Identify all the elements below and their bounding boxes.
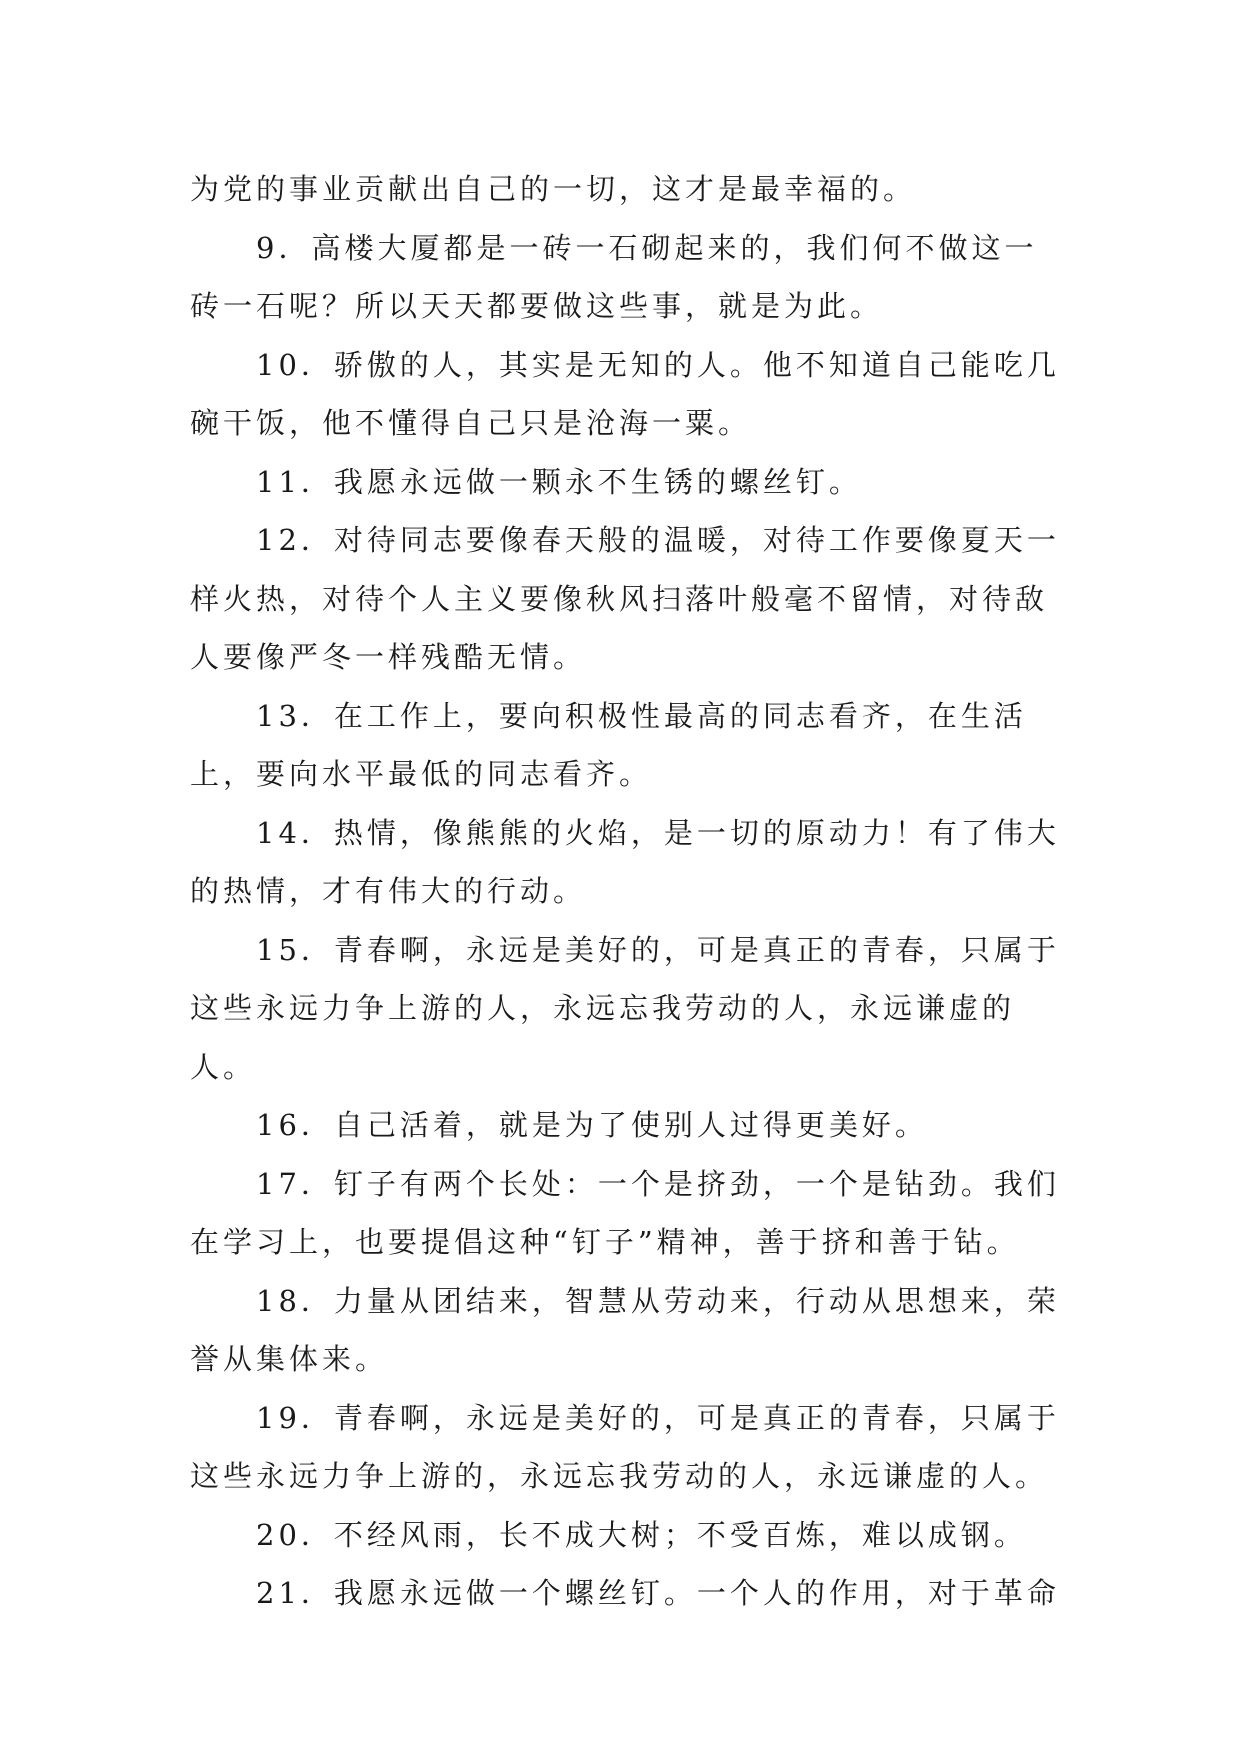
paragraph-item-16: 16．自己活着，就是为了使别人过得更美好。 [256,1108,928,1142]
paragraph-item-17: 17．钉子有两个长处：一个是挤劲，一个是钻劲。我们在学习上，也要提倡这种“钉子”精神，善于挤和善于钻。 [190,1166,1060,1259]
paragraph-item-10: 10．骄傲的人，其实是无知的人。他不知道自己能吃几碗干饭，他不懂得自己只是沧海一粟。 [190,347,1060,440]
paragraph-item-14: 14．热情，像熊熊的火焰，是一切的原动力！有了伟大的热情，才有伟大的行动。 [190,815,1060,908]
document-body [190,160,1070,1623]
paragraph-item-15: 15．青春啊，永远是美好的，可是真正的青春，只属于这些永远力争上游的人，永远忘我劳动的人，永远谦虚的人。 [190,932,1060,1084]
paragraph-item-20: 20．不经风雨，长不成大树；不受百炼，难以成钢。 [256,1517,1027,1552]
paragraph-item-13: 13．在工作上，要向积极性最高的同志看齐，在生活上，要向水平最低的同志看齐。 [190,698,1027,791]
paragraph-item-18: 18．力量从团结来，智慧从劳动来，行动从思想来，荣誉从集体来。 [190,1283,1060,1376]
paragraph-item-21: 21．我愿永远做一个螺丝钉。一个人的作用，对于革命 [256,1576,1060,1610]
paragraph-item-11: 11．我愿永远做一颗永不生锈的螺丝钉。 [256,464,862,499]
paragraph-item-9: 9．高楼大厦都是一砖一石砌起来的，我们何不做这一砖一石呢？所以天天都要做这些事，就是为此。 [190,230,1038,323]
paragraph-continuation: 为党的事业贡献出自己的一切，这才是最幸福的。 [190,172,917,206]
paragraph-item-12: 12．对待同志要像春天般的温暖，对待工作要像夏天一样火热，对待个人主义要像秋风扫落叶般毫不留情，对待敌人要像严冬一样残酷无情。 [190,523,1060,674]
paragraph-item-19: 19．青春啊，永远是美好的，可是真正的青春，只属于这些永远力争上游的，永远忘我劳动的人，永远谦虚的人。 [190,1400,1060,1493]
